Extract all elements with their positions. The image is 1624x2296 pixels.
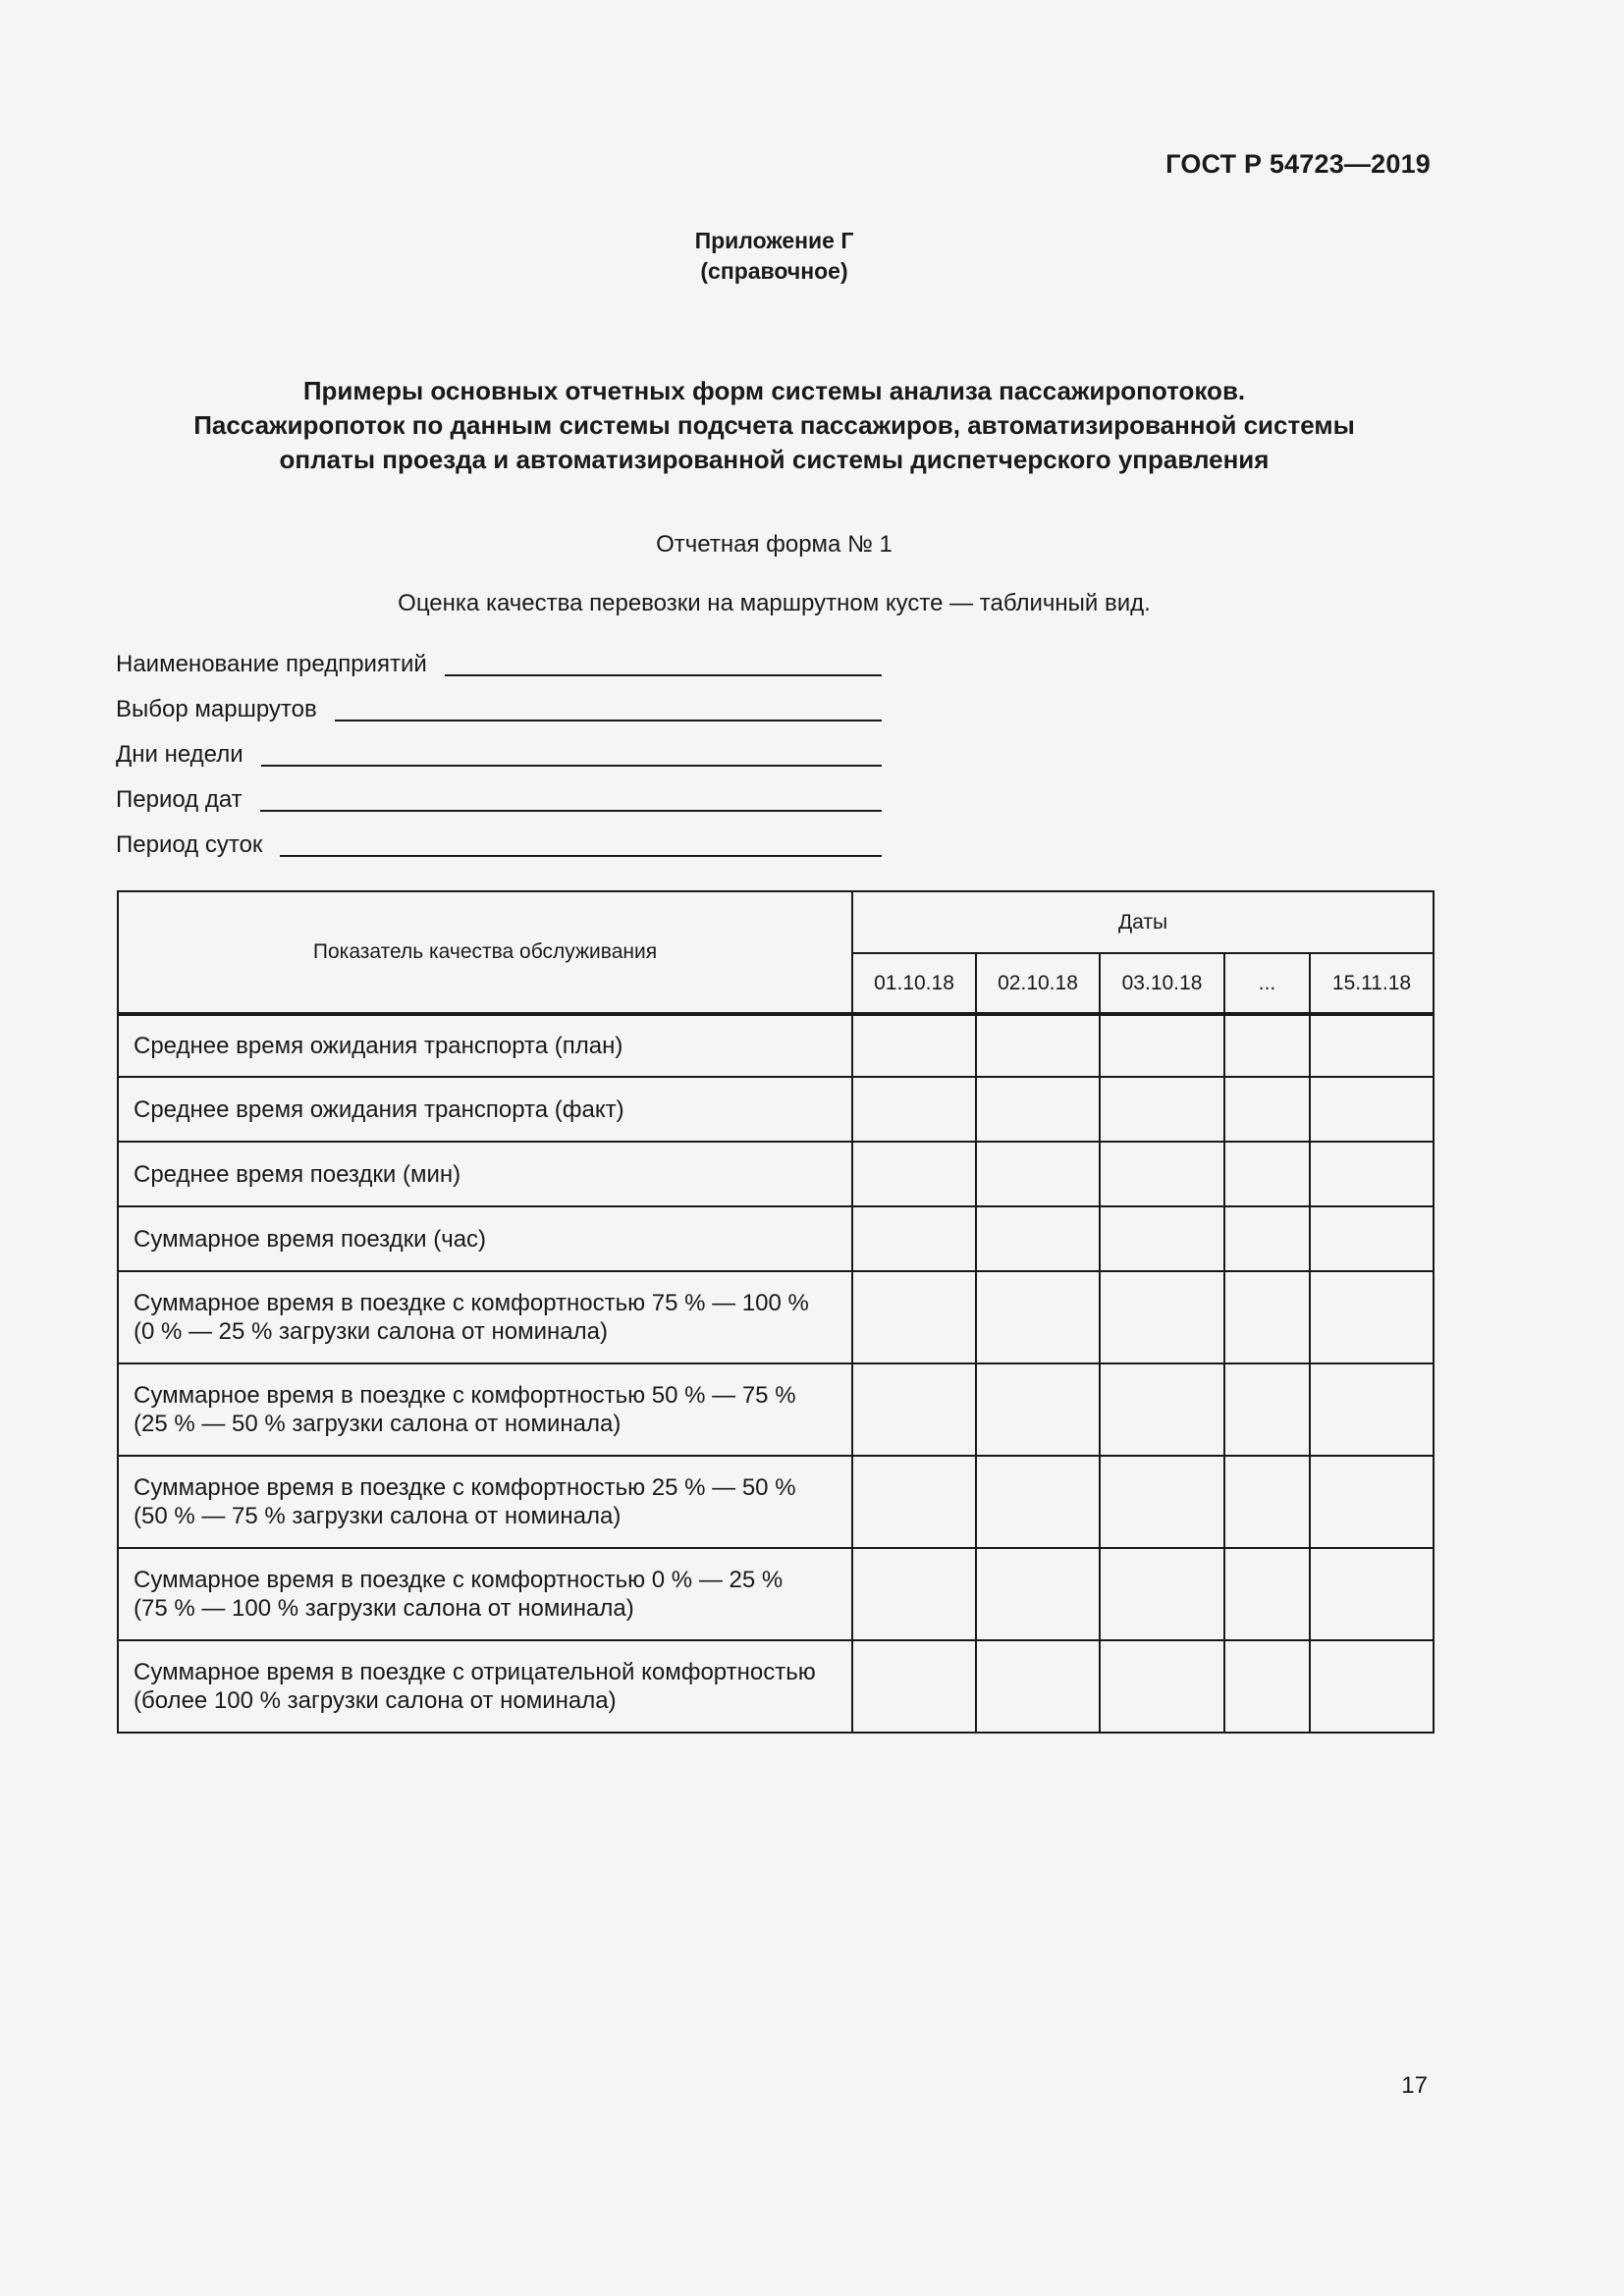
value-cell xyxy=(1100,1640,1224,1733)
value-cell xyxy=(1310,1206,1434,1271)
value-cell xyxy=(1100,1014,1224,1077)
value-cell xyxy=(1224,1271,1310,1363)
indicator-line-1: Суммарное время в поездке с комфортностью 25 % — 50 % xyxy=(134,1474,796,1501)
indicator-line-1: Среднее время поездки (мин) xyxy=(134,1160,461,1188)
indicator-cell xyxy=(118,1142,852,1206)
value-cell xyxy=(1310,1142,1434,1206)
dates-header: Даты xyxy=(852,891,1434,953)
table-row xyxy=(118,1206,1434,1271)
value-cell xyxy=(1224,1206,1310,1271)
indicator-line-2: (более 100 % загрузки салона от номинала) xyxy=(134,1687,617,1714)
date-header: 02.10.18 xyxy=(976,953,1100,1014)
indicator-line-2: (0 % — 25 % загрузки салона от номинала) xyxy=(134,1318,608,1345)
fill-line xyxy=(445,651,882,676)
value-cell xyxy=(1100,1456,1224,1548)
field-routes xyxy=(116,692,882,723)
field-label: Период дат xyxy=(116,786,243,813)
indicator-cell xyxy=(118,1640,852,1733)
value-cell xyxy=(976,1456,1100,1548)
table-row xyxy=(118,1548,1434,1640)
fill-line xyxy=(280,831,882,857)
value-cell xyxy=(852,1271,976,1363)
value-cell xyxy=(852,1206,976,1271)
value-cell xyxy=(852,1014,976,1077)
value-cell xyxy=(1100,1142,1224,1206)
value-cell xyxy=(1100,1271,1224,1363)
fill-line xyxy=(261,741,882,767)
value-cell xyxy=(852,1548,976,1640)
value-cell xyxy=(1224,1142,1310,1206)
appendix-heading xyxy=(0,226,1548,287)
value-cell xyxy=(1310,1456,1434,1548)
fill-line xyxy=(335,696,882,721)
field-label: Период суток xyxy=(116,831,263,858)
value-cell xyxy=(1224,1363,1310,1456)
value-cell xyxy=(852,1142,976,1206)
table-row xyxy=(118,1640,1434,1733)
date-header: 01.10.18 xyxy=(852,953,976,1014)
value-cell xyxy=(1310,1363,1434,1456)
title-line-2: Пассажиропоток по данным системы подсчета пассажиров, автоматизированной системы xyxy=(193,410,1355,440)
value-cell xyxy=(976,1363,1100,1456)
document-title xyxy=(0,374,1548,477)
field-day-period xyxy=(116,828,882,859)
value-cell xyxy=(1100,1548,1224,1640)
value-cell xyxy=(852,1363,976,1456)
indicator-cell xyxy=(118,1206,852,1271)
table-row xyxy=(118,1014,1434,1077)
value-cell xyxy=(852,1077,976,1142)
indicator-line-1: Суммарное время в поездке с комфортностью 0 % — 25 % xyxy=(134,1567,784,1593)
value-cell xyxy=(1100,1206,1224,1271)
value-cell xyxy=(976,1548,1100,1640)
value-cell xyxy=(1310,1640,1434,1733)
value-cell xyxy=(1310,1271,1434,1363)
table-row xyxy=(118,1456,1434,1548)
indicator-cell xyxy=(118,1548,852,1640)
appendix-title: Приложение Г xyxy=(694,228,854,253)
value-cell xyxy=(1224,1548,1310,1640)
value-cell xyxy=(1100,1077,1224,1142)
indicator-line-1: Суммарное время в поездке с комфортностью 75 % — 100 % xyxy=(134,1290,809,1316)
value-cell xyxy=(1224,1077,1310,1142)
value-cell xyxy=(976,1077,1100,1142)
indicator-line-1: Суммарное время поездки (час) xyxy=(134,1225,487,1253)
value-cell xyxy=(1310,1077,1434,1142)
value-cell xyxy=(1310,1548,1434,1640)
appendix-subtitle: (справочное) xyxy=(700,258,848,284)
quality-table xyxy=(117,890,1435,1734)
table-row xyxy=(118,1363,1434,1456)
field-label: Выбор маршрутов xyxy=(116,696,317,722)
value-cell xyxy=(1310,1014,1434,1077)
field-label: Наименование предприятий xyxy=(116,651,427,677)
value-cell xyxy=(976,1014,1100,1077)
value-cell xyxy=(1224,1014,1310,1077)
value-cell xyxy=(976,1206,1100,1271)
indicator-line-1: Суммарное время в поездке с комфортностью 50 % — 75 % xyxy=(134,1382,796,1409)
indicator-header: Показатель качества обслуживания xyxy=(118,891,852,1014)
field-weekdays xyxy=(116,737,882,769)
form-description: Оценка качества перевозки на маршрутном кусте — табличный вид. xyxy=(398,590,1151,616)
value-cell xyxy=(852,1456,976,1548)
value-cell xyxy=(976,1271,1100,1363)
field-date-period xyxy=(116,782,882,814)
indicator-line-2: (25 % — 50 % загрузки салона от номинала) xyxy=(134,1411,622,1437)
page-number: 17 xyxy=(1401,2072,1428,2099)
indicator-cell xyxy=(118,1456,852,1548)
value-cell xyxy=(1100,1363,1224,1456)
indicator-line-1: Среднее время ожидания транспорта (факт) xyxy=(134,1095,624,1123)
indicator-cell xyxy=(118,1363,852,1456)
field-enterprises xyxy=(116,647,882,678)
indicator-cell xyxy=(118,1014,852,1077)
title-line-3: оплаты проезда и автоматизированной системы диспетчерского управления xyxy=(279,445,1270,474)
value-cell xyxy=(1224,1456,1310,1548)
value-cell xyxy=(976,1640,1100,1733)
indicator-line-2: (50 % — 75 % загрузки салона от номинала) xyxy=(134,1503,622,1529)
fill-line xyxy=(260,786,882,812)
indicator-cell xyxy=(118,1077,852,1142)
date-header: 15.11.18 xyxy=(1310,953,1434,1014)
form-number: Отчетная форма № 1 xyxy=(656,531,893,558)
indicator-line-2: (75 % — 100 % загрузки салона от номинала) xyxy=(134,1595,634,1622)
indicator-cell xyxy=(118,1271,852,1363)
table-row xyxy=(118,1142,1434,1206)
value-cell xyxy=(852,1640,976,1733)
date-header: 03.10.18 xyxy=(1100,953,1224,1014)
table-row xyxy=(118,1271,1434,1363)
indicator-line-1: Суммарное время в поездке с отрицательной комфортностью xyxy=(134,1659,816,1685)
value-cell xyxy=(976,1142,1100,1206)
table-row xyxy=(118,1077,1434,1142)
value-cell xyxy=(1224,1640,1310,1733)
date-header: ... xyxy=(1224,953,1310,1014)
standard-designation: ГОСТ Р 54723—2019 xyxy=(1165,149,1431,179)
field-label: Дни недели xyxy=(116,741,244,768)
indicator-line-1: Среднее время ожидания транспорта (план) xyxy=(134,1033,623,1059)
title-line-1: Примеры основных отчетных форм системы анализа пассажиропотоков. xyxy=(302,376,1246,405)
